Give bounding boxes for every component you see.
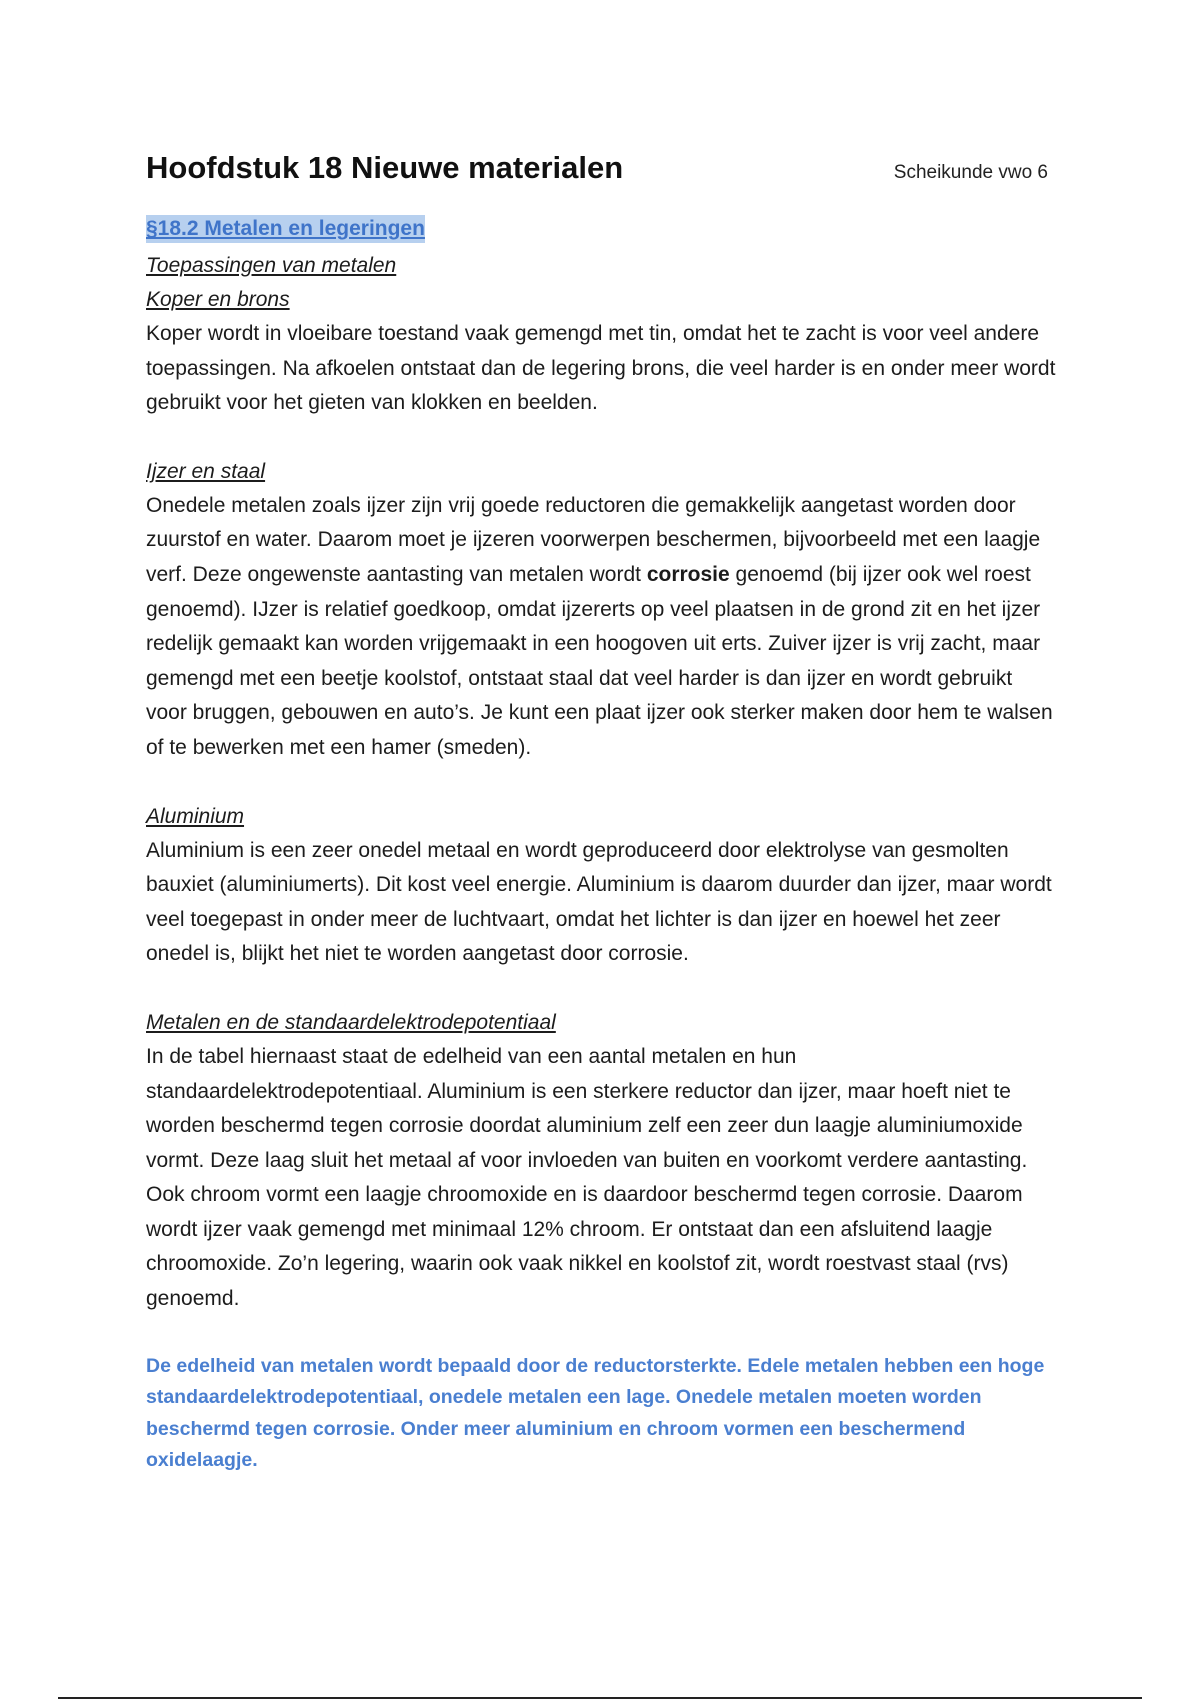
heading-aluminium: Aluminium (146, 804, 245, 828)
paragraph-standaardelektrodepotentiaal: In de tabel hiernaast staat de edelheid van een aantal metalen en hun standaardelektrodepotentiaal. Aluminium is een sterkere reductor dan ijzer, maar hoeft niet te worden beschermd tegen corrosie doordat aluminium zelf een zeer dun laagje aluminiumoxide vormt. Deze laag sluit het metaal af voor invloeden van buiten en voorkomt verdere aantasting. Ook chroom vormt een laagje chroomoxide en is daardoor beschermd tegen corrosie. Daarom wordt ijzer vaak gemengd met minimaal 12% chroom. Er ontstaat dan een afsluitend laagje chroomoxide. Zo’n legering, waarin ook vaak nikkel en koolstof zit, wordt roestvast staal (rvs) genoemd. (146, 1044, 1028, 1311)
document-body (146, 215, 1056, 1477)
summary-text: De edelheid van metalen wordt bepaald door de reductorsterkte. Edele metalen hebben een hoge standaardelektrodepotentiaal, onedele metalen een lage. Onedele metalen moeten worden beschermd tegen corrosie. Onder meer aluminium en chroom vormen een beschermend oxidelaagje. (146, 1354, 1045, 1472)
paragraph-koper-en-brons: Koper wordt in vloeibare toestand vaak gemengd met tin, omdat het te zacht is voor veel andere toepassingen. Na afkoelen ontstaat dan de legering brons, die veel harder is en onder meer wordt gebruikt voor het gieten van klokken en beelden. (146, 322, 1056, 415)
chapter-title: Hoofdstuk 18 Nieuwe materialen (146, 150, 624, 185)
paragraph-spacer (146, 421, 1056, 455)
paragraph-ijzer-en-staal (146, 489, 1056, 766)
paragraph-aluminium: Aluminium is een zeer onedel metaal en wordt geproduceerd door elektrolyse van gesmolten bauxiet (aluminiumerts). Dit kost veel energie. Aluminium is daarom duurder dan ijzer, maar wordt veel toegepast in onder meer de luchtvaart, omdat het lichter is dan ijzer en hoewel het zeer onedel is, blijkt het niet te worden aangetast door corrosie. (146, 838, 1052, 966)
paragraph-spacer (146, 972, 1056, 1006)
section-title[interactable]: §18.2 Metalen en legeringen (146, 215, 425, 243)
page-header (146, 150, 1048, 194)
heading-standaardelektrodepotentiaal: Metalen en de standaardelektrodepotentiaal (146, 1010, 556, 1034)
footer-divider (58, 1697, 1142, 1699)
ijzer-text-before: Onedele metalen zoals ijzer zijn vrij goede reductoren die gemakkelijk aangetast worden door zuurstof en water. Daarom moet je ijzeren voorwerpen beschermen, bijvoorbeeld met een laagje verf. Deze ongewenste aantasting van metalen wordt (146, 493, 1041, 586)
section-subtitle: Toepassingen van metalen (146, 254, 397, 277)
term-corrosie: corrosie (646, 562, 730, 586)
heading-koper-en-brons: Koper en brons (146, 288, 290, 311)
heading-ijzer-en-staal: Ijzer en staal (146, 459, 266, 483)
ijzer-text-after: genoemd (bij ijzer ook wel roest genoemd). IJzer is relatief goedkoop, omdat ijzererts op veel plaatsen in de grond zit en het ijzer redelijk gemaakt kan worden vrijgemaakt in een hoogoven uit erts. Zuiver ijzer is vrij zacht, maar gemengd met een beetje koolstof, ontstaat staal dat veel harder is dan ijzer en wordt gebruikt voor bruggen, gebouwen en auto’s. Je kunt een plaat ijzer ook sterker maken door hem te walsen of te bewerken met een hamer (smeden). (146, 562, 1053, 759)
paragraph-spacer (146, 1317, 1056, 1351)
subject-label: Scheikunde vwo 6 (893, 162, 1048, 183)
paragraph-spacer (146, 766, 1056, 800)
